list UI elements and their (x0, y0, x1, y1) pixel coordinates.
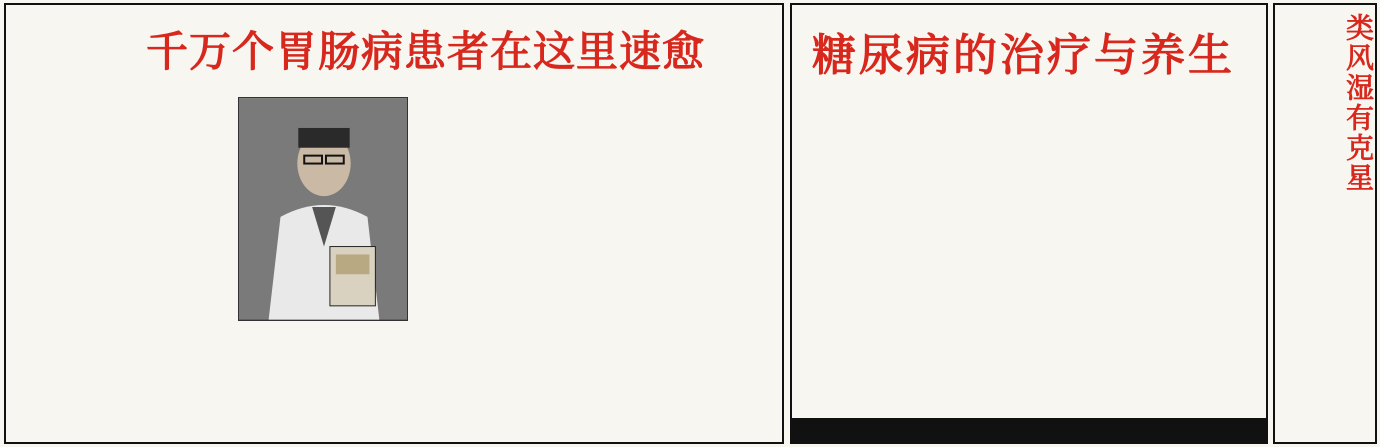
gastro-ad-body-right-top (664, 15, 778, 105)
gastro-ad-body-left-top (10, 15, 146, 103)
gastro-ad-headline: 千万个胃肠病患者在这里速愈 (146, 27, 706, 76)
doctor-portrait-photo (238, 97, 408, 321)
rheumatism-ad (1273, 3, 1377, 444)
diabetes-ad-body (800, 79, 1262, 417)
gastro-clinic-ad (4, 3, 784, 444)
gastro-ad-body-right-middle (410, 105, 780, 397)
diabetes-ad (790, 3, 1268, 444)
diabetes-ad-footer (792, 418, 1266, 442)
diabetes-ad-headline: 糖尿病的治疗与养生 (812, 30, 1235, 81)
rheumatism-ad-contact-text (1281, 339, 1373, 443)
rheumatism-ad-headline: 类风湿有克星 (1342, 13, 1375, 193)
doctor-portrait-icon (239, 98, 407, 320)
gastro-ad-contact (410, 401, 780, 441)
gastro-ad-body-left-bottom (10, 105, 232, 441)
